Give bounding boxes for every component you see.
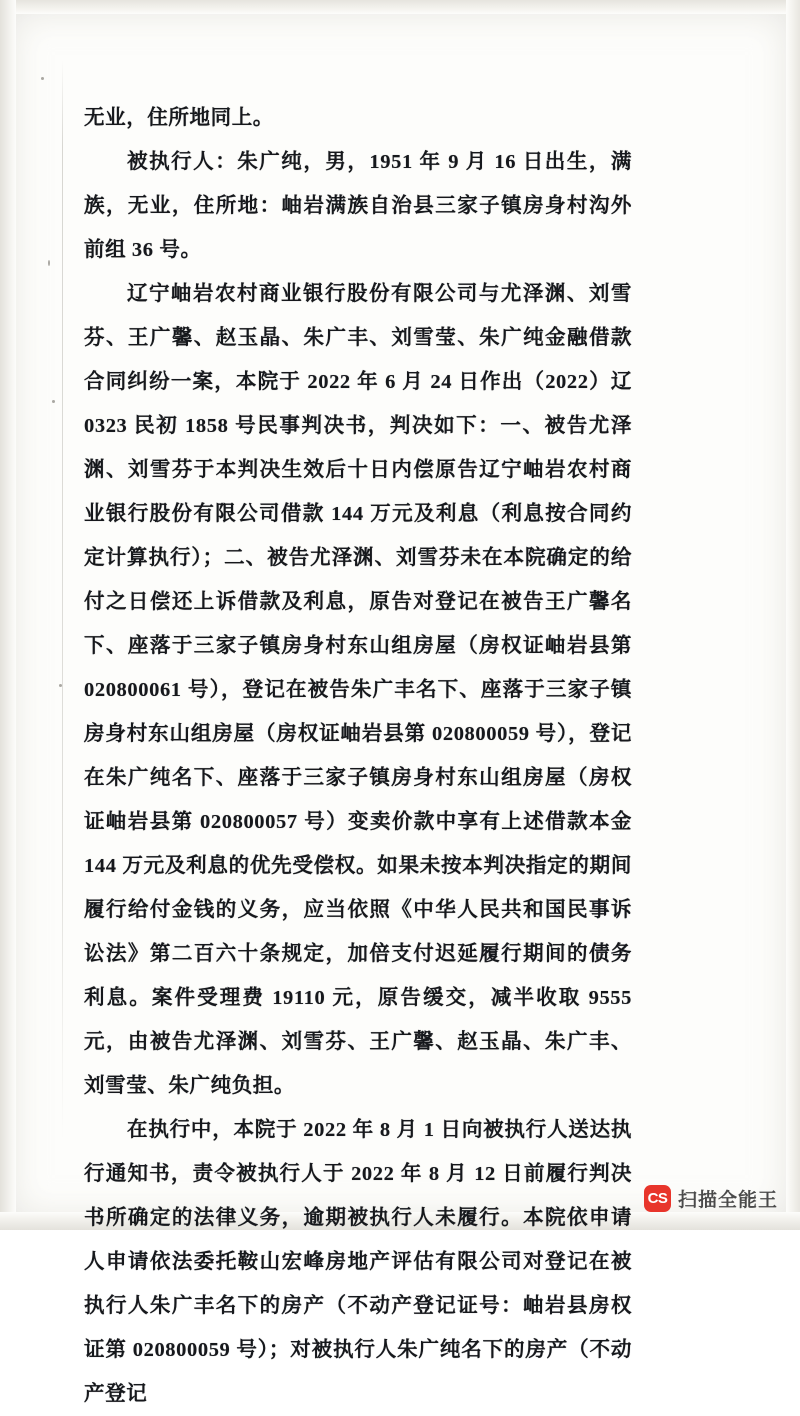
camscanner-watermark <box>644 1185 778 1212</box>
paragraph-continuation: 无业，住所地同上。 <box>84 107 274 129</box>
scan-edge-right <box>786 0 800 1230</box>
scan-edge-top <box>0 0 800 14</box>
paragraph-respondent-identity: 被执行人：朱广纯，男，1951 年 9 月 16 日出生，满族，无业，住所地：岫岩满族自治县三家子镇房身村沟外前组 36 号。 <box>84 151 632 261</box>
scan-speck <box>59 684 62 687</box>
camscanner-logo-icon: CS <box>644 1185 671 1212</box>
paragraph-judgment-summary: 辽宁岫岩农村商业银行股份有限公司与尤泽渊、刘雪芬、王广馨、赵玉晶、朱广丰、刘雪莹、朱广纯金融借款合同纠纷一案，本院于 2022 年 6 月 24 日作出（2022）辽 0323 民初 1858 号民事判决书，判决如下：一、被告尤泽渊、刘雪芬于本判决生效后十日内偿原告辽宁岫岩农村商业银行股份有限公司借款 144 万元及利息（利息按合同约定计算执行）；二、被告尤泽渊、刘雪芬未在本院确定的给付之日偿还上诉借款及利息，原告对登记在被告王广馨名下、座落于三家子镇房身村东山组房屋（房权证岫岩县第 020800061 号），登记在被告朱广丰名下、座落于三家子镇房身村东山组房屋（房权证岫岩县第 020800059 号），登记在朱广纯名下、座落于三家子镇房身村东山组房屋（房权证岫岩县第 020800057 号）变卖价款中享有上述借款本金 144 万元及利息的优先受偿权。如果未按本判决指定的期间履行给付金钱的义务，应当依照《中华人民共和国民事诉讼法》第二百六十条规定，加倍支付迟延履行期间的债务利息。案件受理费 19110 元，原告缓交，减半收取 9555 元，由被告尤泽渊、刘雪芬、王广馨、赵玉晶、朱广丰、刘雪莹、朱广纯负担。 <box>84 283 632 1097</box>
document-text-body <box>84 96 632 1416</box>
page-fold-line <box>62 60 63 1140</box>
scan-edge-left <box>0 0 16 1230</box>
camscanner-label: 扫描全能王 <box>677 1190 778 1211</box>
scan-speck <box>41 77 44 80</box>
scan-speck <box>52 400 55 403</box>
paragraph-enforcement-process: 在执行中，本院于 2022 年 8 月 1 日向被执行人送达执行通知书，责令被执行人于 2022 年 8 月 12 日前履行判决书所确定的法律义务，逾期被执行人未履行。本院依申请人申请依法委托鞍山宏峰房地产评估有限公司对登记在被执行人朱广丰名下的房产（不动产登记证号：岫岩县房权证第 020800059 号）；对被执行人朱广纯名下的房产（不动产登记 <box>84 1119 632 1405</box>
scan-speck <box>48 260 50 266</box>
